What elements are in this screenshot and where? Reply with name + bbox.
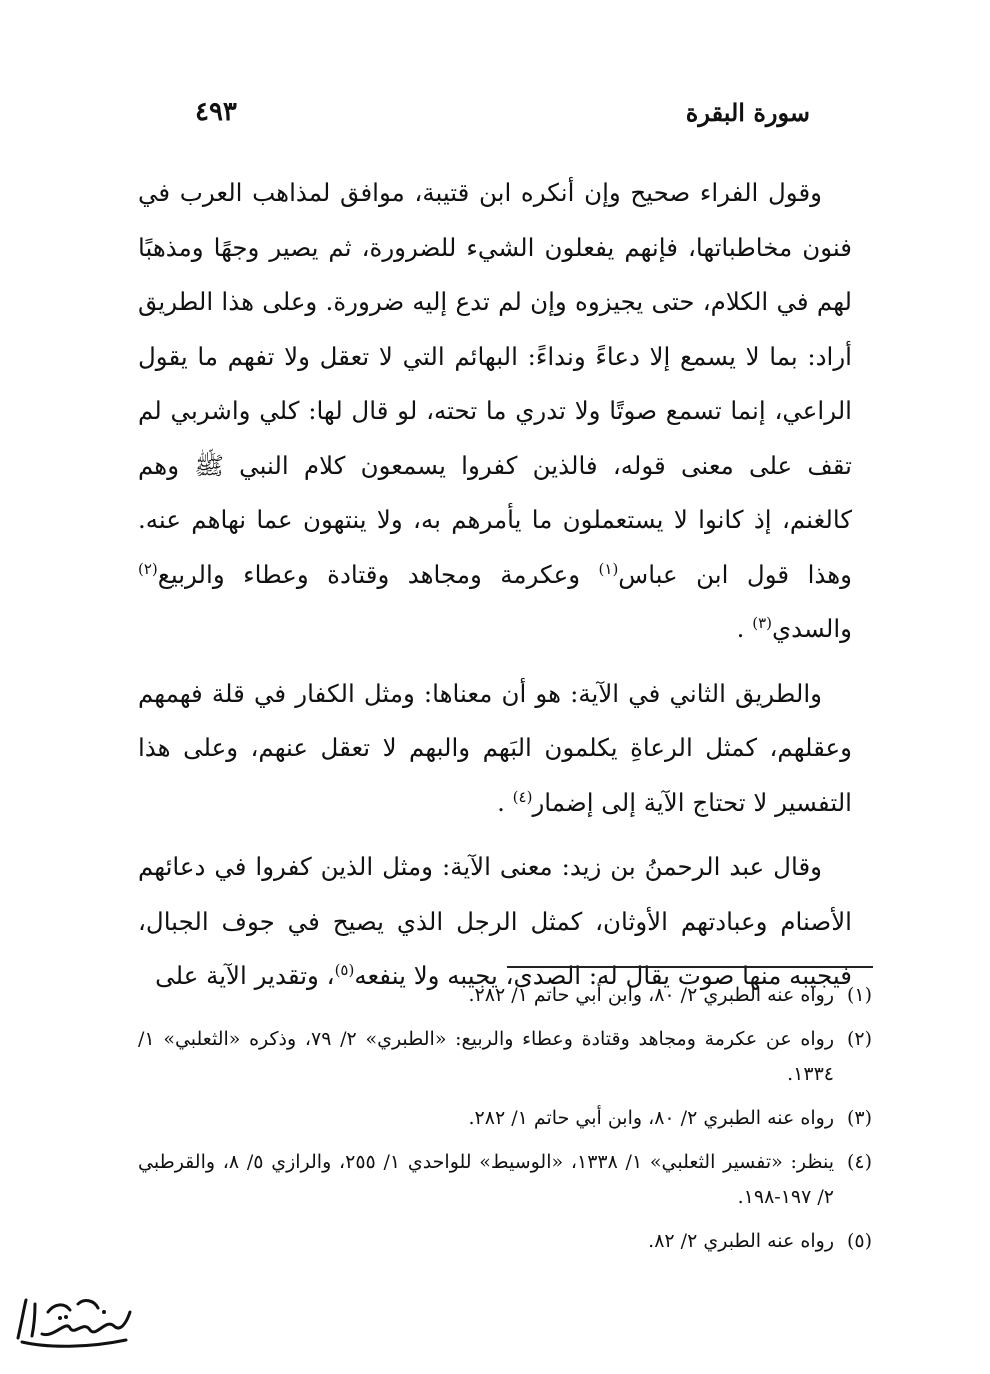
paragraph-1 (138, 166, 852, 657)
footnote-ref-3[interactable]: (٣) (752, 613, 772, 632)
text-line: وعكرمة ومجاهد وقتادة وعطاء والربيع (157, 559, 599, 589)
page-header (195, 92, 810, 132)
text-line: وعقلهم، كمثل الرعاةِ يكلمون البَهم والبهم لا تعقل عنهم، وعلى هذا (138, 733, 852, 762)
footnote-1 (138, 978, 872, 1013)
footnotes (138, 978, 872, 1268)
text-line: فيجيبه منها صوت يقال له: الصدى، يجيبه ولا ينفعه (354, 961, 852, 990)
text-line: التفسير لا تحتاج الآية إلى إضمار (532, 787, 852, 817)
text-line: وهم كالغنم، إذ كانوا لا يستعملون ما يأمرهم به، ولا ينتهون عما نهاهم (138, 450, 852, 534)
text-line: الطريق أراد: بما لا يسمع إلا دعاءً ونداءً: البهائم التي لا تعقل ولا تفهم (138, 287, 852, 371)
paragraph-2 (138, 667, 852, 831)
page-number: ٤٩٣ (195, 97, 237, 127)
footnote-4 (138, 1145, 872, 1215)
text-line: وقول الفراء صحيح وإن أنكره ابن قتيبة، موافق لمذاهب العرب (179, 178, 822, 207)
footnote-ref-2[interactable]: (٢) (138, 559, 158, 578)
footnote-ref-4[interactable]: (٤) (512, 787, 533, 806)
footnote-text: رواه عنه الطبري ٢/ ٨٠، وابن أبي حاتم ١/ ٢٨٢. (468, 1107, 834, 1129)
text-line: . (736, 614, 753, 643)
text-line: ما يقول الراعي، إنما تسمع صوتًا ولا تدري ما تحته، لو قال لها: كلي (138, 341, 852, 425)
running-title: سورة البقرة (685, 97, 810, 127)
footnote-number: (٣) (846, 1107, 872, 1129)
text-line: الأصنام وعبادتهم الأوثان، كمثل الرجل الذي يصيح في جوف الجبال، (138, 906, 852, 936)
footnote-number: (٥) (846, 1230, 872, 1252)
footnote-number: (١) (846, 984, 872, 1006)
main-text (138, 166, 852, 1004)
footnote-number: (٢) (846, 1028, 872, 1050)
footnote-ref-5[interactable]: (٥) (334, 960, 355, 979)
text-line: واشربي لم تقف على معنى قوله، فالذين كفروا يسمعون كلام النبي ﷺ (138, 396, 852, 480)
footnote-5 (138, 1224, 872, 1259)
text-line: . (497, 787, 513, 817)
footnote-ref-1[interactable]: (١) (598, 559, 619, 578)
footnote-divider (507, 966, 873, 968)
footnote-3 (138, 1101, 872, 1136)
footnote-number: (٤) (846, 1151, 872, 1173)
text-line: ، وتقدير الآية على (155, 961, 335, 990)
footnote-text: رواه عنه الطبري ٢/ ٨٢. (648, 1230, 834, 1252)
text-line: ومذهبًا لهم في الكلام، حتى يجيزوه وإن لم تدع إليه ضرورة. وعلى هذا (138, 232, 852, 316)
text-line: عنه. وهذا قول ابن عباس (138, 505, 852, 589)
publisher-calligraphy-logo-icon (8, 1290, 136, 1350)
text-line: والطريق الثاني في الآية: هو أن معناها: ومثل الكفار في قلة فهمهم (138, 678, 822, 708)
footnote-text: رواه عنه الطبري ٢/ ٨٠، وابن أبي حاتم ١/ ٢٨٢. (468, 984, 834, 1006)
footnote-2 (138, 1022, 872, 1092)
text-line: والسدي (772, 614, 852, 643)
footnote-text: ينظر: «تفسير الثعلبي» ١/ ١٣٣٨، «الوسيط» للواحدي ١/ ٢٥٥، والرازي ٥/ ٨، والقرطبي ٢/ ١٩٧-١٩٨. (138, 1151, 834, 1208)
text-line: وقال عبد الرحمنُ بن زيد: معنى الآية: ومثل الذين كفروا في دعائهم (138, 852, 822, 881)
text-line: في فنون مخاطباتها، فإنهم يفعلون الشيء للضرورة، ثم يصير وجهًا (138, 178, 852, 262)
footnote-text: رواه عن عكرمة ومجاهد وقتادة وعطاء والربيع: «الطبري» ٢/ ٧٩، وذكره «الثعلبي» ١/ ١٣٣٤. (138, 1028, 834, 1085)
